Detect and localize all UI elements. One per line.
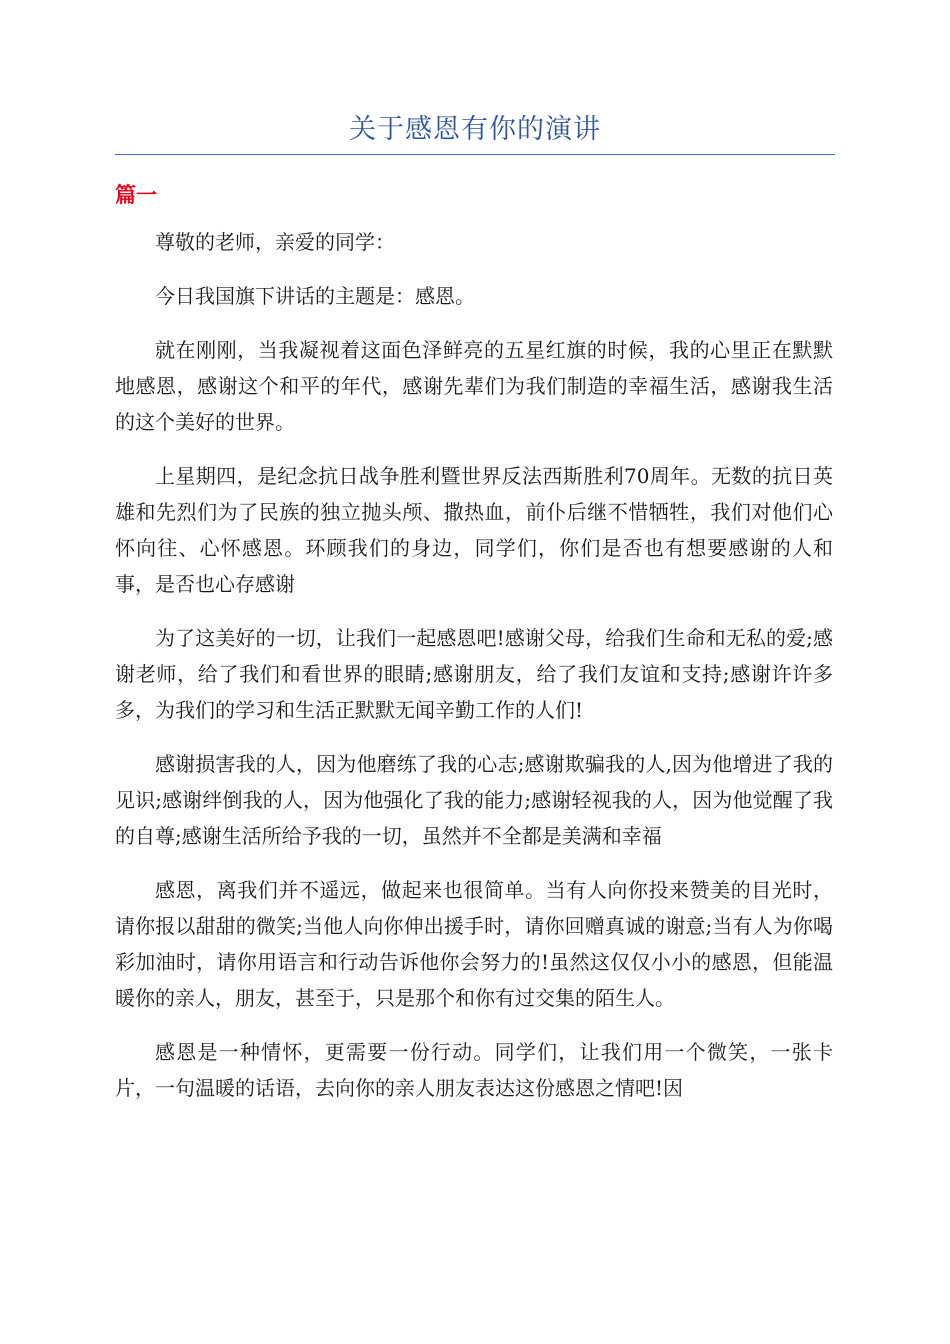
document-title: 关于感恩有你的演讲 (349, 114, 601, 145)
paragraph: 感恩是一种情怀，更需要一份行动。同学们，让我们用一个微笑，一张卡片，一句温暖的话语，去向你的亲人朋友表达这份感恩之情吧!因 (115, 1040, 833, 1100)
paragraph-greeting: 尊敬的老师，亲爱的同学： (155, 230, 395, 254)
section-heading: 篇一 (115, 183, 157, 207)
paragraph-topic: 今日我国旗下讲话的主题是：感恩。 (155, 284, 475, 308)
paragraph: 为了这美好的一切，让我们一起感恩吧!感谢父母，给我们生命和无私的爱;感谢老师，给了我们和看世界的眼睛;感谢朋友，给了我们友谊和支持;感谢许许多多，为我们的学习和生活正默默无闻辛勤工作的人们! (115, 626, 833, 722)
document-body (115, 224, 833, 1124)
title-underline (115, 154, 835, 155)
paragraph: 上星期四，是纪念抗日战争胜利暨世界反法西斯胜利70周年。无数的抗日英雄和先烈们为了民族的独立抛头颅、撒热血，前仆后继不惜牺牲，我们对他们心怀向往、心怀感恩。环顾我们的身边，同学们，你们是否也有想要感谢的人和事，是否也心存感谢 (115, 464, 833, 596)
paragraph: 感恩，离我们并不遥远，做起来也很简单。当有人向你投来赞美的目光时，请你报以甜甜的微笑;当他人向你伸出援手时，请你回赠真诚的谢意;当有人为你喝彩加油时，请你用语言和行动告诉他你会努力的!虽然这仅仅小小的感恩，但能温暖你的亲人，朋友，甚至于，只是那个和你有过交集的陌生人。 (115, 878, 833, 1010)
paragraph: 就在刚刚，当我凝视着这面色泽鲜亮的五星红旗的时候，我的心里正在默默地感恩，感谢这个和平的年代，感谢先辈们为我们制造的幸福生活，感谢我生活的这个美好的世界。 (115, 338, 833, 434)
paragraph: 感谢损害我的人，因为他磨练了我的心志;感谢欺骗我的人,因为他增进了我的见识;感谢绊倒我的人，因为他强化了我的能力;感谢轻视我的人，因为他觉醒了我的自尊;感谢生活所给予我的一切，虽然并不全都是美满和幸福 (115, 752, 833, 848)
